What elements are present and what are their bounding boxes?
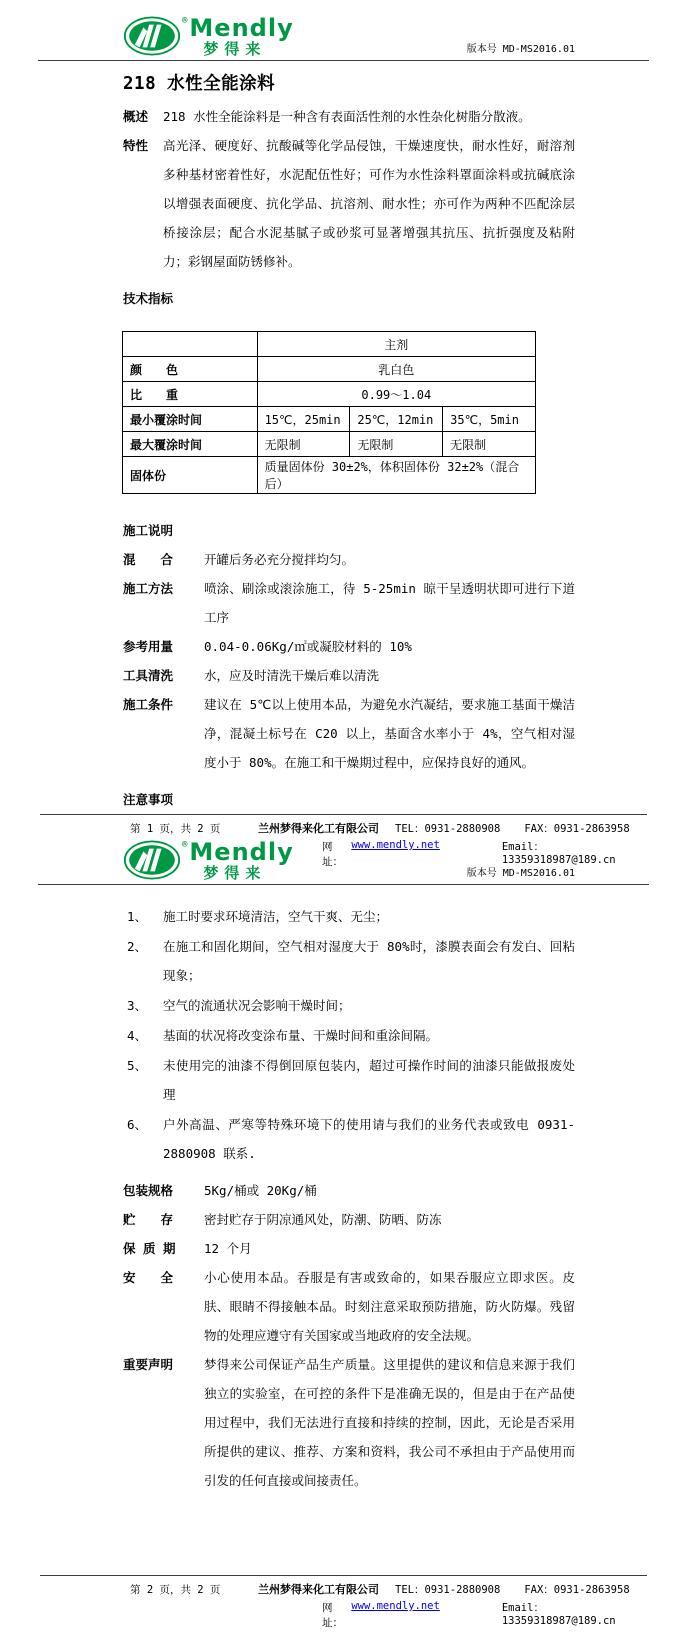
mixing-label: 混 合 [123, 552, 174, 567]
conditions-label: 施工条件 [123, 697, 174, 712]
page2-content [38, 901, 649, 1495]
min-recoat-15c: 15℃，25min [257, 407, 350, 432]
row-solids-label: 固体份 [123, 457, 258, 494]
storage-label: 贮 存 [123, 1212, 174, 1227]
notes-heading: 注意事项 [123, 792, 174, 807]
mixing-text: 开罐后务必充分搅拌均匀。 [204, 552, 355, 567]
cleaning-text: 水，应及时清洗干燥后难以清洗 [204, 668, 380, 683]
note-item-3 [123, 991, 575, 1020]
tech-specs-table [122, 331, 536, 494]
footer-rule [40, 814, 647, 815]
storage-text: 密封贮存于阴凉通风处，防潮、防晒、防冻 [204, 1212, 442, 1227]
row-solids-value: 质量固体份 30±2%，体积固体份 32±2%（混合后） [257, 457, 535, 494]
table-row [123, 382, 536, 407]
construction-item-method [123, 574, 575, 632]
note-item-2 [123, 932, 575, 990]
tel-label: TEL：0931-2880908 [395, 1584, 501, 1596]
max-recoat-2: 无限制 [350, 432, 443, 457]
table-row [123, 457, 536, 494]
safety-text: 小心使用本品。吞服是有害或致命的，如果吞服应立即求医。皮肤、眼睛不得接触本品。时刻注意采取预防措施，防火防爆。残留物的处理应遵守有关国家或当地政府的安全法规。 [204, 1270, 575, 1343]
page1-content [38, 61, 649, 814]
construction-item-dosage [123, 632, 575, 661]
conditions-text: 建议在 5℃以上使用本品，为避免水汽凝结，要求施工基面干燥洁净，混凝土标号在 C20 以上，基面含水率小于 4%，空气相对湿度小于 80%。在施工和干燥期过程中，应保持良好的通风。 [204, 697, 575, 770]
registered-mark: ® [182, 840, 188, 850]
features-text: 高光泽、硬度好、抗酸碱等化学品侵蚀，干燥速度快，耐水性好，耐溶剂 多种基材密着性好，水泥配伍性好；可作为水性涂料罩面涂料或抗碱底涂以增强表面硬度、抗化学品、抗溶剂、耐水性；亦可作为两种不匹配涂层桥接涂层；配合水泥基腻子或砂浆可显著增强其抗压、抗折强度及粘附力；彩钢屋面防锈修补。 [163, 138, 575, 269]
section-features [123, 131, 575, 276]
overview-text: 218 水性全能涂料是一种含有表面活性剂的水性杂化树脂分散液。 [163, 109, 531, 124]
note-number: 4、 [127, 1028, 148, 1043]
email-label: Email：13359318987@189.cn [501, 841, 616, 866]
row-color-label: 颜 色 [123, 357, 258, 382]
website-link[interactable]: www.mendly.net [351, 1600, 440, 1612]
page2-footer [38, 1575, 649, 1630]
overview-label: 概述 [123, 109, 149, 124]
note-text: 在施工和固化期间，空气相对湿度大于 80%时，漆膜表面会有发白、回粘现象； [163, 939, 575, 983]
note-item-1 [123, 902, 575, 931]
website-label: 网址： [322, 841, 343, 868]
construction-heading: 施工说明 [123, 523, 174, 538]
note-number: 6、 [127, 1117, 148, 1132]
section-overview [123, 102, 575, 131]
version-label: 版本号 MD-MS2016.01 [466, 868, 575, 879]
construction-item-conditions [123, 690, 575, 777]
table-header-main-agent: 主剂 [257, 332, 535, 357]
note-text: 户外高温、严寒等特殊环境下的使用请与我们的业务代表或致电 0931-2880908 联系. [163, 1117, 575, 1161]
field-safety [123, 1263, 575, 1350]
row-density-value: 0.99～1.04 [257, 382, 535, 407]
row-max-recoat-label: 最大覆涂时间 [123, 432, 258, 457]
table-row [123, 332, 536, 357]
note-item-6 [123, 1110, 575, 1168]
note-text: 空气的流通状况会影响干燥时间； [163, 998, 351, 1013]
brand-name-cn: 梦得来 [203, 864, 267, 882]
header-rule [38, 884, 649, 885]
fax-label: FAX：0931-2863958 [524, 1584, 630, 1596]
max-recoat-3: 无限制 [443, 432, 536, 457]
table-row [123, 432, 536, 457]
note-number: 5、 [127, 1058, 148, 1073]
note-number: 3、 [127, 998, 148, 1013]
row-min-recoat-label: 最小覆涂时间 [123, 407, 258, 432]
note-item-4 [123, 1021, 575, 1050]
registered-mark: ® [182, 16, 188, 26]
page1-header [38, 16, 649, 57]
brand-name-cn: 梦得来 [203, 40, 267, 58]
field-disclaimer [123, 1350, 575, 1495]
disclaimer-text: 梦得来公司保证产品生产质量。这里提供的建议和信息来源于我们独立的实验室，在可控的条件下是准确无误的，但是由于在产品使用过程中，我们无法进行直接和持续的控制，因此，无论是否采用所提供的建议、推荐、方案和资料，我公司不承担由于产品使用而引发的任何直接或间接责任。 [204, 1357, 575, 1488]
company-name: 兰州梦得来化工有限公司 [258, 822, 379, 835]
row-density-label: 比 重 [123, 382, 258, 407]
version-label: 版本号 MD-MS2016.01 [466, 44, 575, 55]
fax-label: FAX：0931-2863958 [524, 823, 630, 835]
construction-item-cleaning [123, 661, 575, 690]
company-name: 兰州梦得来化工有限公司 [258, 1583, 379, 1596]
method-text: 喷涂、刷涂或滚涂施工，待 5-25min 晾干呈透明状即可进行下道工序 [204, 581, 575, 625]
brand-name: Mendly [189, 14, 294, 42]
field-packaging [123, 1176, 575, 1205]
packaging-text: 5Kg/桶或 20Kg/桶 [204, 1183, 317, 1198]
construction-item-mixing [123, 545, 575, 574]
dosage-label: 参考用量 [123, 639, 174, 654]
website-label: 网址： [322, 1602, 343, 1629]
mendly-logo [123, 840, 294, 881]
page-number: 第 2 页，共 2 页 [130, 1584, 221, 1596]
features-label: 特性 [123, 138, 149, 153]
mendly-logo-icon [123, 16, 181, 56]
packaging-label: 包装规格 [123, 1183, 174, 1198]
note-text: 基面的状况将改变涂布量、干燥时间和重涂间隔。 [163, 1028, 439, 1043]
dosage-text: 0.04-0.06Kg/㎡或凝胶材料的 10% [204, 639, 412, 654]
field-storage [123, 1205, 575, 1234]
shelf-life-label: 保 质 期 [123, 1241, 176, 1256]
min-recoat-35c: 35℃，5min [443, 407, 536, 432]
table-row [123, 407, 536, 432]
logo-texts [189, 16, 293, 57]
disclaimer-label: 重要声明 [123, 1357, 174, 1372]
table-row [123, 357, 536, 382]
table-cell-empty [123, 332, 258, 357]
page2-header [38, 840, 649, 881]
row-color-value: 乳白色 [257, 357, 535, 382]
mendly-logo-icon [123, 840, 181, 880]
page-title: 218 水性全能涂料 [123, 74, 276, 94]
min-recoat-25c: 25℃，12min [350, 407, 443, 432]
method-label: 施工方法 [123, 581, 174, 596]
mendly-logo [123, 16, 294, 57]
note-number: 2、 [127, 939, 148, 954]
logo-texts [189, 840, 293, 881]
footer-row-2 [40, 1600, 647, 1630]
footer-rule [40, 1575, 647, 1576]
tel-label: TEL：0931-2880908 [395, 823, 501, 835]
note-item-5 [123, 1051, 575, 1109]
page-number: 第 1 页，共 2 页 [130, 823, 221, 835]
safety-label: 安 全 [123, 1270, 174, 1285]
note-text: 施工时要求环境清洁，空气干爽、无尘； [163, 909, 389, 924]
shelf-life-text: 12 个月 [204, 1241, 252, 1256]
field-shelf-life [123, 1234, 575, 1263]
footer-row-1 [40, 820, 647, 836]
max-recoat-1: 无限制 [257, 432, 350, 457]
note-number: 1、 [127, 909, 148, 924]
tech-specs-heading: 技术指标 [123, 291, 174, 306]
website-link[interactable]: www.mendly.net [351, 839, 440, 851]
footer-row-1 [40, 1581, 647, 1597]
brand-name: Mendly [189, 838, 294, 866]
cleaning-label: 工具清洗 [123, 668, 174, 683]
note-text: 未使用完的油漆不得倒回原包装内，超过可操作时间的油漆只能做报废处理 [163, 1058, 575, 1102]
page-2 [0, 810, 687, 1638]
email-label: Email：13359318987@189.cn [501, 1602, 616, 1627]
